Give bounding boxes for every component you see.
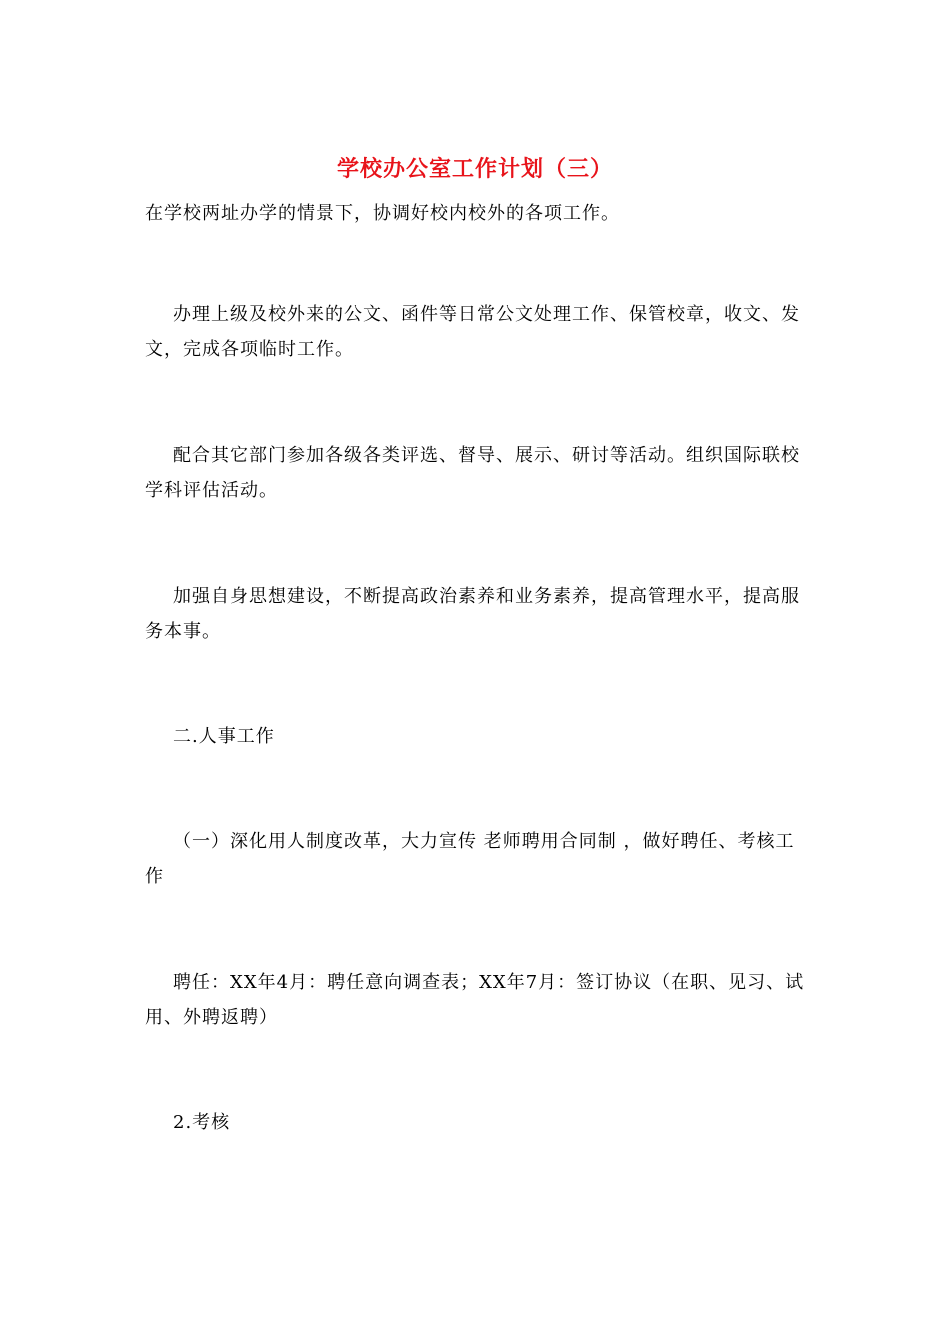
document-title: 学校办公室工作计划（三）	[336, 156, 613, 182]
section-heading-personnel: 二.人事工作	[173, 726, 275, 747]
paragraph-documents: 办理上级及校外来的公文、函件等日常公文处理工作、保管校章，收文、发文，完成各项临时工作。	[145, 304, 800, 360]
paragraph-employment-reform: （一）深化用人制度改革，大力宣传 老师聘用合同制 ，做好聘任、考核工作	[145, 831, 795, 887]
paragraph-appointment: 聘任：XX年4月：聘任意向调查表；XX年7月：签订协议（在职、见习、试用、外聘返聘）	[145, 972, 805, 1028]
paragraph-intro: 在学校两址办学的情景下，协调好校内校外的各项工作。	[145, 203, 620, 224]
paragraph-cooperation: 配合其它部门参加各级各类评选、督导、展示、研讨等活动。组织国际联校学科评估活动。	[145, 445, 800, 501]
paragraph-self-development: 加强自身思想建设，不断提高政治素养和业务素养，提高管理水平，提高服务本事。	[145, 586, 800, 642]
section-heading-assessment: 2.考核	[173, 1112, 231, 1133]
